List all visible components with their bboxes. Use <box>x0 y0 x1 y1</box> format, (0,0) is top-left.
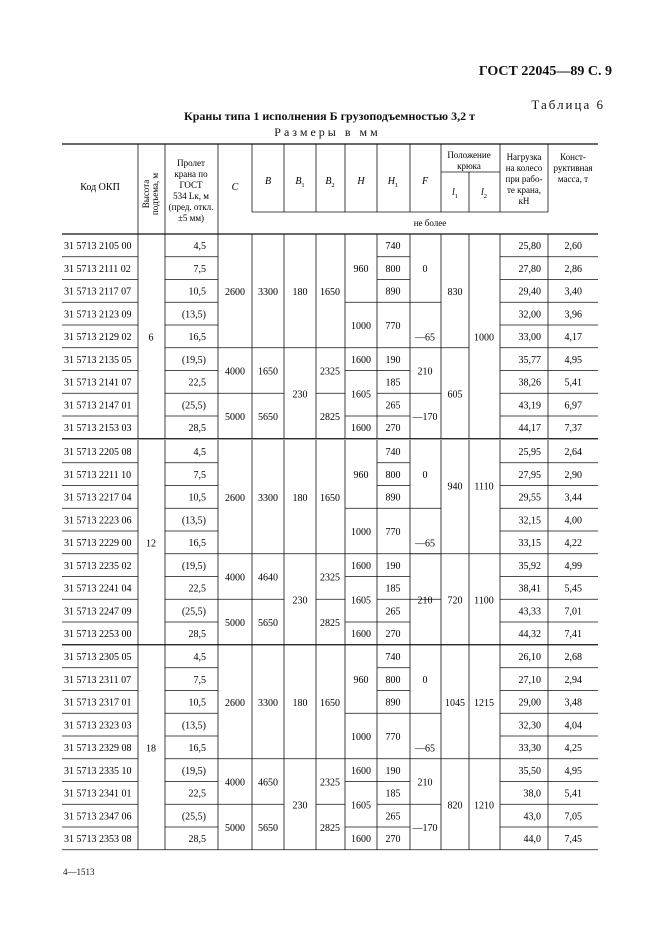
cell-b2: 1650 <box>320 286 340 298</box>
row-span: 16,5 <box>188 538 206 549</box>
row-span: 28,5 <box>188 834 206 845</box>
cell-c: 5000 <box>225 412 245 423</box>
row-code: 31 5713 2341 01 <box>64 788 132 800</box>
header-span: ±5 мм) <box>177 213 205 223</box>
row-load: 38,26 <box>518 377 541 389</box>
header-span: крана по <box>174 169 208 179</box>
header-code: Код ОКП <box>80 182 120 193</box>
cell-h1: 740 <box>385 241 401 252</box>
row-load: 32,15 <box>518 515 541 527</box>
row-code: 31 5713 2247 09 <box>64 606 132 618</box>
row-code: 31 5713 2347 06 <box>64 811 132 823</box>
row-span: (19,5) <box>181 354 206 366</box>
group-height: 12 <box>146 538 156 550</box>
cell-b2: 1650 <box>320 492 340 504</box>
row-load: 25,95 <box>518 447 541 458</box>
row-load: 27,95 <box>518 469 541 481</box>
row-load: 35,92 <box>518 560 541 572</box>
header-load: на колесо <box>505 163 543 173</box>
header-load: те крана, <box>506 185 542 195</box>
row-mass: 4,17 <box>564 332 582 343</box>
row-code: 31 5713 2335 10 <box>64 765 132 777</box>
row-mass: 4,25 <box>564 743 582 754</box>
row-code: 31 5713 2353 08 <box>64 834 132 845</box>
cell-h: 1000 <box>351 732 371 743</box>
cell-f: 0 <box>422 675 428 687</box>
row-span: 22,5 <box>188 377 206 389</box>
header-f: F <box>421 176 429 187</box>
cell-b1: 180 <box>292 697 308 709</box>
row-mass: 3,44 <box>564 492 582 504</box>
cell-b: 4640 <box>258 572 278 584</box>
cell-b: 5650 <box>258 618 278 629</box>
row-code: 31 5713 2323 03 <box>64 720 132 732</box>
cell-b1: 180 <box>292 286 308 298</box>
cell-h: 1600 <box>351 834 371 845</box>
cell-l2: 1000 <box>474 332 494 344</box>
row-mass: 4,99 <box>564 560 582 572</box>
row-load: 44,32 <box>518 629 541 640</box>
cell-h: 1600 <box>351 629 371 640</box>
row-load: 38,41 <box>518 583 541 595</box>
dimensions-note-text: Размеры в мм <box>274 125 381 139</box>
footer-note: 4—1513 <box>63 867 95 877</box>
row-mass: 2,64 <box>564 447 582 458</box>
row-span: 10,5 <box>188 492 206 504</box>
cell-b: 3300 <box>258 697 278 709</box>
cell-f: 0 <box>422 470 428 482</box>
row-mass: 2,68 <box>564 652 582 663</box>
header-h1: $H_1$ <box>387 176 399 189</box>
row-mass: 5,41 <box>564 788 582 800</box>
row-load: 29,00 <box>518 697 541 709</box>
header-height: подъема, м <box>150 172 160 216</box>
row-span: (19,5) <box>181 765 206 777</box>
cell-h1: 270 <box>385 834 401 845</box>
row-span: 7,5 <box>193 469 206 481</box>
cell-h1: 890 <box>385 286 401 298</box>
cell-l1: 820 <box>447 800 463 812</box>
row-load: 32,30 <box>518 720 541 732</box>
row-span: (13,5) <box>181 515 206 527</box>
cell-h1: 270 <box>385 629 401 640</box>
header-b1: $B_1$ <box>295 176 305 189</box>
row-code: 31 5713 2123 09 <box>64 309 132 321</box>
row-code: 31 5713 2211 10 <box>64 469 132 481</box>
row-mass: 7,05 <box>564 811 582 823</box>
row-mass: 4,22 <box>564 538 582 549</box>
cell-h1: 185 <box>385 377 401 389</box>
row-span: (25,5) <box>181 811 206 823</box>
row-load: 35,50 <box>518 765 541 777</box>
cell-f: —65 <box>415 538 435 550</box>
header-load: при рабо- <box>505 174 543 184</box>
row-code: 31 5713 2235 02 <box>64 560 132 572</box>
row-span: 10,5 <box>188 697 206 709</box>
cell-c: 2600 <box>225 492 245 504</box>
row-load: 29,55 <box>518 492 541 504</box>
cell-c: 2600 <box>225 286 245 298</box>
cell-b2: 2325 <box>320 777 340 789</box>
cell-h: 1605 <box>351 389 371 401</box>
cell-b1: 180 <box>292 492 308 504</box>
row-span: 22,5 <box>188 788 206 800</box>
cell-l1: 605 <box>447 389 463 401</box>
row-load: 27,10 <box>518 674 541 686</box>
row-mass: 7,01 <box>564 606 582 618</box>
cell-h1: 265 <box>385 606 401 618</box>
header-height: Высота <box>141 179 151 209</box>
row-code: 31 5713 2105 00 <box>64 241 132 252</box>
row-code: 31 5713 2317 01 <box>64 697 132 709</box>
cell-b: 5650 <box>258 823 278 834</box>
row-mass: 4,95 <box>564 354 582 366</box>
row-code: 31 5713 2111 02 <box>64 263 131 275</box>
cell-h1: 770 <box>385 321 401 332</box>
cell-h: 1600 <box>351 560 371 572</box>
cell-b1: 230 <box>292 389 308 401</box>
cell-b2: 2825 <box>320 618 340 629</box>
cell-c: 2600 <box>225 697 245 709</box>
cell-b: 1650 <box>258 366 278 378</box>
row-span: (25,5) <box>181 400 206 412</box>
row-span: (19,5) <box>181 560 206 572</box>
row-mass: 2,60 <box>564 241 582 252</box>
row-mass: 7,41 <box>564 629 582 640</box>
header-load: кН <box>518 196 530 206</box>
cell-h1: 190 <box>385 560 401 572</box>
row-mass: 3,48 <box>564 697 582 709</box>
header-hook: крюка <box>457 161 481 171</box>
row-span: 4,5 <box>193 241 206 252</box>
row-code: 31 5713 2253 00 <box>64 629 132 640</box>
header-load: Нагрузка <box>506 152 542 162</box>
cell-h1: 890 <box>385 492 401 504</box>
row-code: 31 5713 2329 08 <box>64 743 132 754</box>
header-mass: масса, т <box>557 174 589 184</box>
cell-b: 5650 <box>258 412 278 423</box>
row-mass: 3,96 <box>564 309 582 321</box>
cell-b2: 1650 <box>320 697 340 709</box>
row-span: 16,5 <box>188 743 206 754</box>
row-load: 43,19 <box>518 400 541 412</box>
cell-f: 210 <box>417 777 433 789</box>
row-mass: 2,94 <box>564 674 582 686</box>
row-load: 26,10 <box>518 652 541 663</box>
row-load: 43,0 <box>523 811 541 823</box>
cell-h: 1600 <box>351 765 371 777</box>
row-span: 28,5 <box>188 423 206 434</box>
cell-b2: 2825 <box>320 823 340 834</box>
row-load: 32,00 <box>518 309 541 321</box>
header-span: ГОСТ <box>179 180 203 190</box>
cell-b1: 230 <box>292 800 308 812</box>
cell-h: 1600 <box>351 354 371 366</box>
cell-h1: 800 <box>385 263 401 275</box>
cell-b2: 2325 <box>320 366 340 378</box>
cell-h1: 190 <box>385 354 401 366</box>
row-mass: 2,86 <box>564 263 582 275</box>
row-code: 31 5713 2153 03 <box>64 423 132 434</box>
cell-h1: 770 <box>385 527 401 538</box>
row-mass: 5,45 <box>564 583 582 595</box>
cell-l1: 940 <box>447 481 463 493</box>
row-span: (25,5) <box>181 606 206 618</box>
row-mass: 4,00 <box>564 515 582 527</box>
cell-c: 5000 <box>225 618 245 629</box>
cell-f: —170 <box>412 823 438 834</box>
cell-h1: 740 <box>385 447 401 458</box>
cell-h1: 270 <box>385 423 401 434</box>
row-code: 31 5713 2229 00 <box>64 538 132 549</box>
row-load: 29,40 <box>518 286 541 298</box>
row-span: (13,5) <box>181 309 206 321</box>
header-mass: руктивная <box>553 163 593 173</box>
cell-c: 4000 <box>225 572 245 584</box>
row-load: 35,77 <box>518 354 541 366</box>
cell-b: 3300 <box>258 492 278 504</box>
row-mass: 6,97 <box>564 400 582 412</box>
cell-l1: 830 <box>447 286 463 298</box>
cell-h1: 770 <box>385 732 401 743</box>
row-mass: 3,40 <box>564 286 582 298</box>
row-code: 31 5713 2223 06 <box>64 515 132 527</box>
cell-f: 210 <box>417 366 433 378</box>
cell-h1: 185 <box>385 788 401 800</box>
cell-c: 4000 <box>225 777 245 789</box>
row-span: 28,5 <box>188 629 206 640</box>
cell-l2: 1215 <box>474 697 494 709</box>
header-b2: $B_2$ <box>325 176 335 189</box>
row-load: 44,0 <box>523 834 541 845</box>
row-load: 33,00 <box>518 332 541 343</box>
cell-c: 5000 <box>225 823 245 834</box>
header-mass: Конст- <box>560 152 586 162</box>
row-span: 4,5 <box>193 652 206 663</box>
table-title-text: Краны типа 1 исполнения Б грузоподъемностью 3,2 т <box>184 109 475 123</box>
cell-h1: 190 <box>385 765 401 777</box>
row-mass: 7,37 <box>564 423 582 434</box>
cell-f: 210 <box>417 595 433 607</box>
cell-h: 1605 <box>351 595 371 607</box>
row-mass: 5,41 <box>564 377 582 389</box>
row-load: 33,30 <box>518 743 541 754</box>
cell-h: 1600 <box>351 423 371 434</box>
cell-h: 1605 <box>351 800 371 812</box>
cell-b: 3300 <box>258 286 278 298</box>
header-hook: Положение <box>447 150 491 160</box>
cell-l2: 1210 <box>474 800 494 812</box>
row-load: 33,15 <box>518 538 541 549</box>
row-span: 4,5 <box>193 447 206 458</box>
cell-h: 960 <box>353 675 369 687</box>
row-code: 31 5713 2311 07 <box>64 674 132 686</box>
cell-h1: 265 <box>385 811 401 823</box>
cell-f: 0 <box>422 264 428 276</box>
cell-l1: 1045 <box>445 697 465 709</box>
row-span: 7,5 <box>193 674 206 686</box>
header-span: Пролет <box>177 158 205 168</box>
header-l2: $l_2$ <box>480 187 488 200</box>
cell-l2: 1110 <box>474 481 494 493</box>
cell-l2: 1100 <box>474 595 494 607</box>
cell-h1: 800 <box>385 674 401 686</box>
cell-h: 960 <box>353 470 369 482</box>
row-mass: 4,95 <box>564 765 582 777</box>
row-span: 10,5 <box>188 286 206 298</box>
group-height: 6 <box>148 332 154 344</box>
cell-b: 4650 <box>258 777 278 789</box>
row-code: 31 5713 2305 05 <box>64 652 132 663</box>
header-not-more: не более <box>413 218 447 228</box>
header-span: (пред. откл. <box>168 202 214 212</box>
cell-h: 1000 <box>351 527 371 538</box>
row-code: 31 5713 2129 02 <box>64 332 132 343</box>
header-span: 534 Lк, м <box>173 191 209 201</box>
cell-h1: 800 <box>385 469 401 481</box>
page-header: ГОСТ 22045—89 С. 9 <box>478 64 612 79</box>
cell-l1: 720 <box>447 595 463 607</box>
cell-h1: 740 <box>385 652 401 663</box>
row-code: 31 5713 2205 08 <box>64 447 132 458</box>
cell-b1: 230 <box>292 595 308 607</box>
row-mass: 7,45 <box>564 834 582 845</box>
cell-b2: 2325 <box>320 572 340 584</box>
row-span: 22,5 <box>188 583 206 595</box>
cell-h1: 265 <box>385 400 401 412</box>
row-code: 31 5713 2141 07 <box>64 377 132 389</box>
cell-c: 4000 <box>225 366 245 378</box>
header-b: B <box>264 176 272 187</box>
row-code: 31 5713 2117 07 <box>64 286 132 298</box>
row-span: 7,5 <box>193 263 206 275</box>
row-span: (13,5) <box>181 720 206 732</box>
row-code: 31 5713 2147 01 <box>64 400 132 412</box>
header-c: C <box>231 182 239 193</box>
table-number: Таблица 6 <box>531 97 605 112</box>
cell-h1: 890 <box>385 697 401 709</box>
row-mass: 4,04 <box>564 720 582 732</box>
cell-h: 1000 <box>351 321 371 332</box>
cell-f: —65 <box>415 332 435 344</box>
row-load: 27,80 <box>518 263 541 275</box>
group-height: 18 <box>146 743 156 755</box>
row-code: 31 5713 2135 05 <box>64 354 132 366</box>
header-h: H <box>357 176 365 187</box>
cell-f: —65 <box>415 743 435 755</box>
cell-h1: 185 <box>385 583 401 595</box>
cell-b2: 2825 <box>320 412 340 423</box>
row-span: 16,5 <box>188 332 206 343</box>
row-load: 44,17 <box>518 423 541 434</box>
row-load: 43,33 <box>518 606 541 618</box>
row-mass: 2,90 <box>564 469 582 481</box>
cell-h: 960 <box>353 264 369 276</box>
header-l1: $l_1$ <box>451 187 459 200</box>
cell-f: —170 <box>412 412 438 423</box>
row-code: 31 5713 2241 04 <box>64 583 132 595</box>
row-load: 38,0 <box>523 788 541 800</box>
row-code: 31 5713 2217 04 <box>64 492 132 504</box>
row-load: 25,80 <box>518 241 541 252</box>
